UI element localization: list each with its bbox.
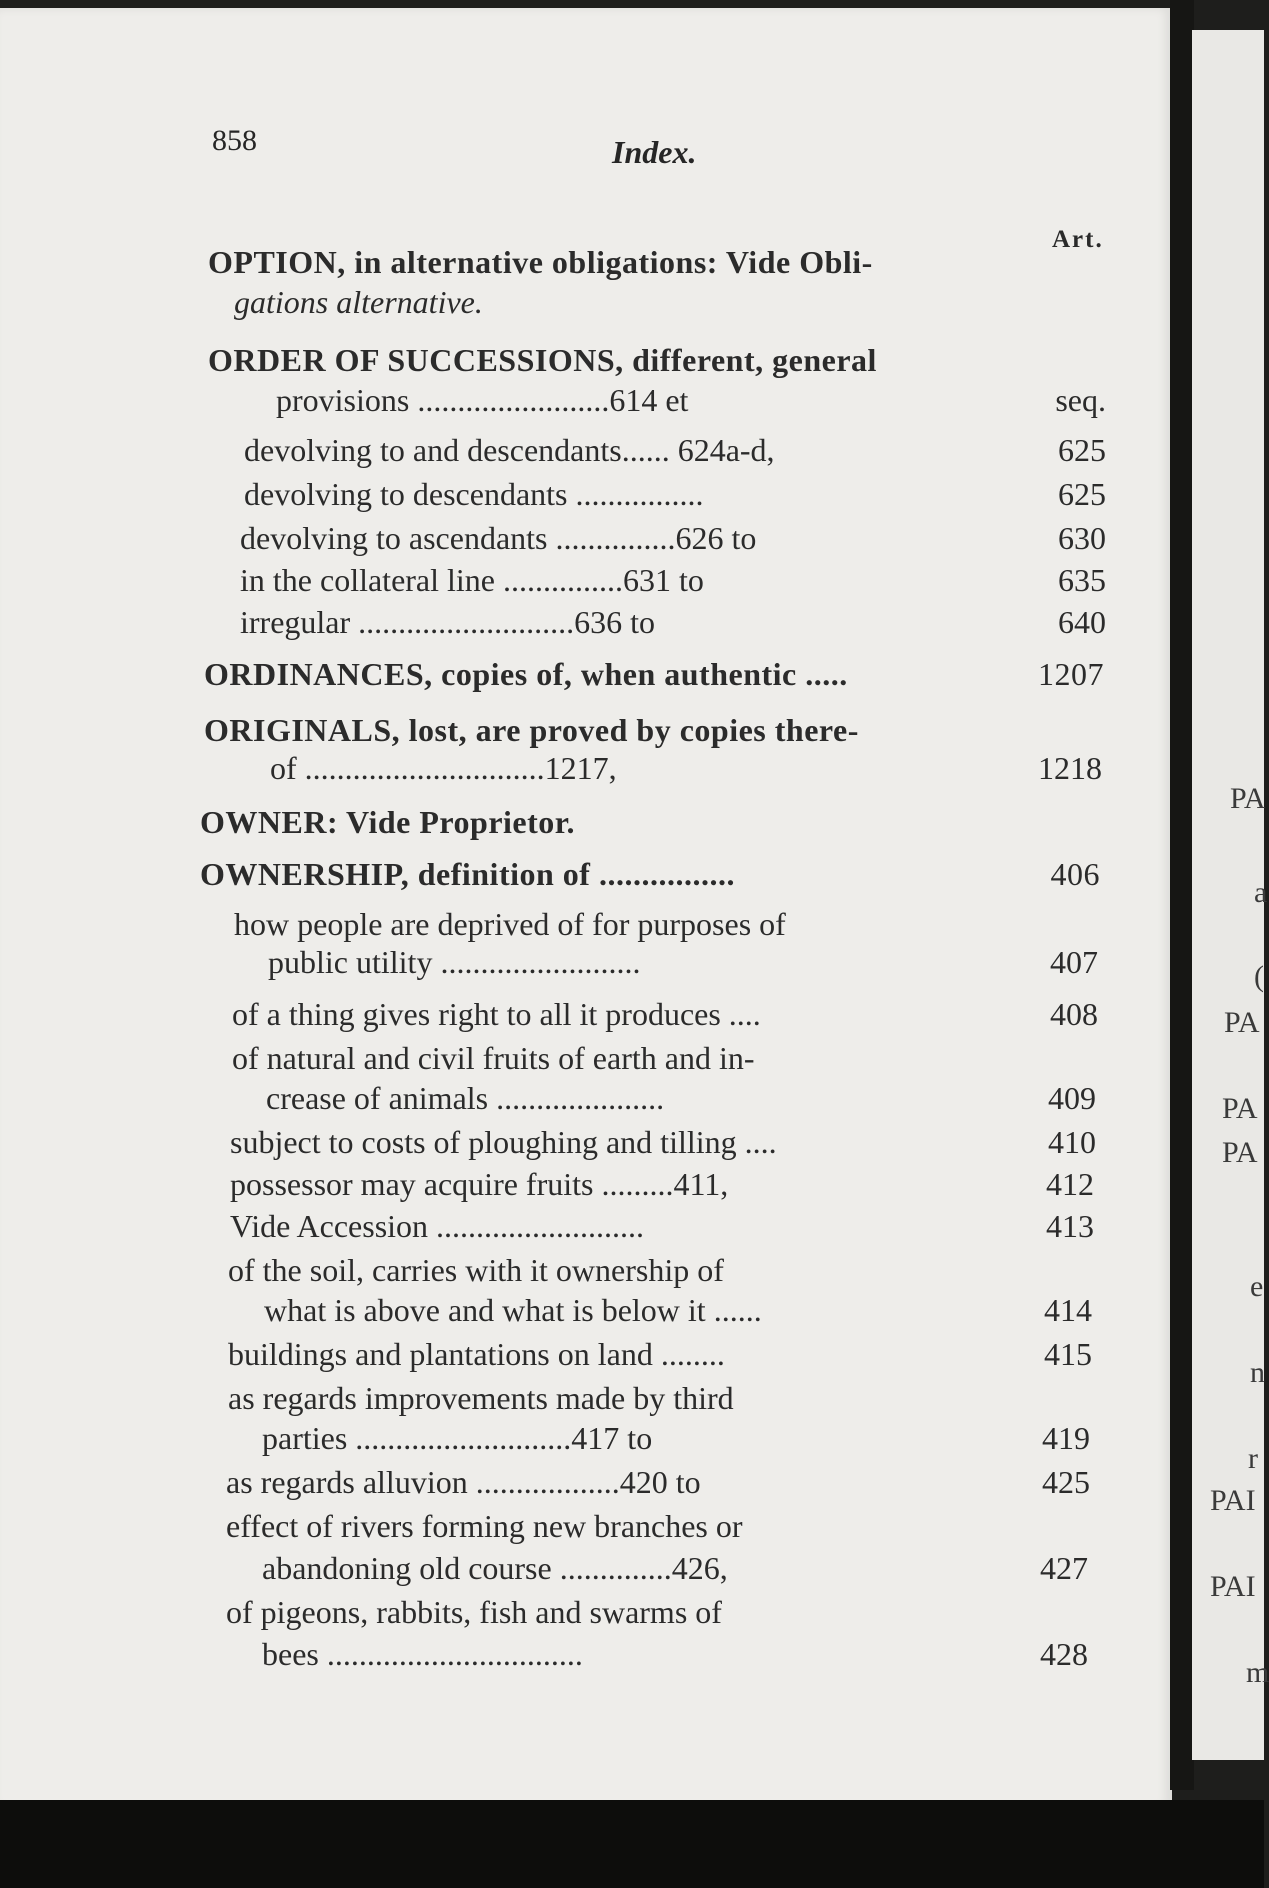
article-ref: 412 (1046, 1166, 1094, 1202)
entry-line: how people are deprived of for purposes of (234, 906, 786, 942)
entry-line: provisions ........................614 et seq. (276, 382, 1106, 418)
entry-line: gations alternative. (234, 284, 483, 320)
entry-line: of natural and civil fruits of earth and in- (232, 1040, 755, 1076)
article-ref: 625 (1058, 476, 1106, 512)
adjacent-page-fragment: PA (1222, 1136, 1258, 1169)
article-ref: 407 (1050, 944, 1098, 980)
entry-line: OWNER: Vide Proprietor. (200, 804, 576, 840)
entry-line: of a thing gives right to all it produces .... 408 (232, 996, 1098, 1032)
adjacent-page-fragment: a (1254, 876, 1268, 909)
page-number: 858 (212, 124, 257, 157)
article-ref: 406 (1050, 856, 1100, 892)
entry-line: possessor may acquire fruits .........411, 412 (230, 1166, 1094, 1202)
article-ref: 414 (1044, 1292, 1092, 1328)
adjacent-page-fragment: PA (1222, 1092, 1258, 1125)
entry-line: of the soil, carries with it ownership of (228, 1252, 724, 1288)
entry-line: buildings and plantations on land ........ 415 (228, 1336, 1092, 1372)
entry-line: ORIGINALS, lost, are proved by copies there- (204, 712, 859, 748)
article-ref: 428 (1040, 1636, 1088, 1672)
adjacent-page-fragment: r (1248, 1442, 1258, 1475)
entry-line: bees ................................ 428 (262, 1636, 1088, 1672)
article-ref: 408 (1050, 996, 1098, 1032)
article-ref: 1218 (1038, 750, 1102, 786)
article-ref: 640 (1058, 604, 1106, 640)
adjacent-page-fragment: m (1246, 1656, 1269, 1689)
entry-line: in the collateral line ...............631 to 635 (240, 562, 1106, 598)
article-ref: 410 (1048, 1124, 1096, 1160)
entry-line: OPTION, in alternative obligations: Vide Obli- (208, 244, 873, 280)
entry-line: of ..............................1217, 1218 (270, 750, 1102, 786)
entry-line: devolving to and descendants...... 624a-d, 625 (244, 432, 1106, 468)
article-ref: 427 (1040, 1550, 1088, 1586)
adjacent-page-fragment: n (1250, 1356, 1265, 1389)
article-ref: 425 (1042, 1464, 1090, 1500)
entry-line: parties ...........................417 to 419 (262, 1420, 1090, 1456)
adjacent-page-fragment: e (1250, 1270, 1264, 1303)
article-ref: 625 (1058, 432, 1106, 468)
article-ref: 415 (1044, 1336, 1092, 1372)
entry-line: Vide Accession .......................... 413 (230, 1208, 1094, 1244)
article-ref: 409 (1048, 1080, 1096, 1116)
entry-line: devolving to descendants ................ 625 (244, 476, 1106, 512)
entry-line: crease of animals ..................... 409 (266, 1080, 1096, 1116)
entry-line: of pigeons, rabbits, fish and swarms of (226, 1594, 722, 1630)
entry-line: abandoning old course ..............426, 427 (262, 1550, 1088, 1586)
article-column-label: Art. (1052, 226, 1104, 253)
entry-line: irregular ...........................636 to 640 (240, 604, 1106, 640)
entry-line: what is above and what is below it ...... 414 (264, 1292, 1092, 1328)
entry-line: as regards alluvion ..................420 to 425 (226, 1464, 1090, 1500)
entry-line: OWNERSHIP, definition of ................ 406 (200, 856, 1100, 892)
article-ref: 630 (1058, 520, 1106, 556)
adjacent-page-fragment: PAI (1210, 1484, 1256, 1517)
adjacent-page-fragment: PA (1230, 782, 1266, 815)
bottom-edge (0, 1800, 1264, 1888)
adjacent-page-fragment: PA (1224, 1006, 1260, 1039)
article-ref: seq. (1055, 382, 1106, 418)
entry-line: ORDER OF SUCCESSIONS, different, general (208, 342, 877, 378)
running-title: Index. (612, 134, 697, 170)
entry-line: ORDINANCES, copies of, when authentic ..... 1207 (204, 656, 1104, 692)
adjacent-page-fragment: ( (1254, 960, 1264, 993)
entry-line: as regards improvements made by third (228, 1380, 734, 1416)
article-ref: 1207 (1038, 656, 1104, 692)
entry-line: subject to costs of ploughing and tilling .... 410 (230, 1124, 1096, 1160)
entry-line: effect of rivers forming new branches or (226, 1508, 743, 1544)
entry-line: devolving to ascendants ...............626 to 630 (240, 520, 1106, 556)
book-spine (1170, 0, 1194, 1790)
article-ref: 635 (1058, 562, 1106, 598)
article-ref: 413 (1046, 1208, 1094, 1244)
adjacent-page-fragment: PAI (1210, 1570, 1256, 1603)
entry-line: public utility ......................... 407 (268, 944, 1098, 980)
article-ref: 419 (1042, 1420, 1090, 1456)
